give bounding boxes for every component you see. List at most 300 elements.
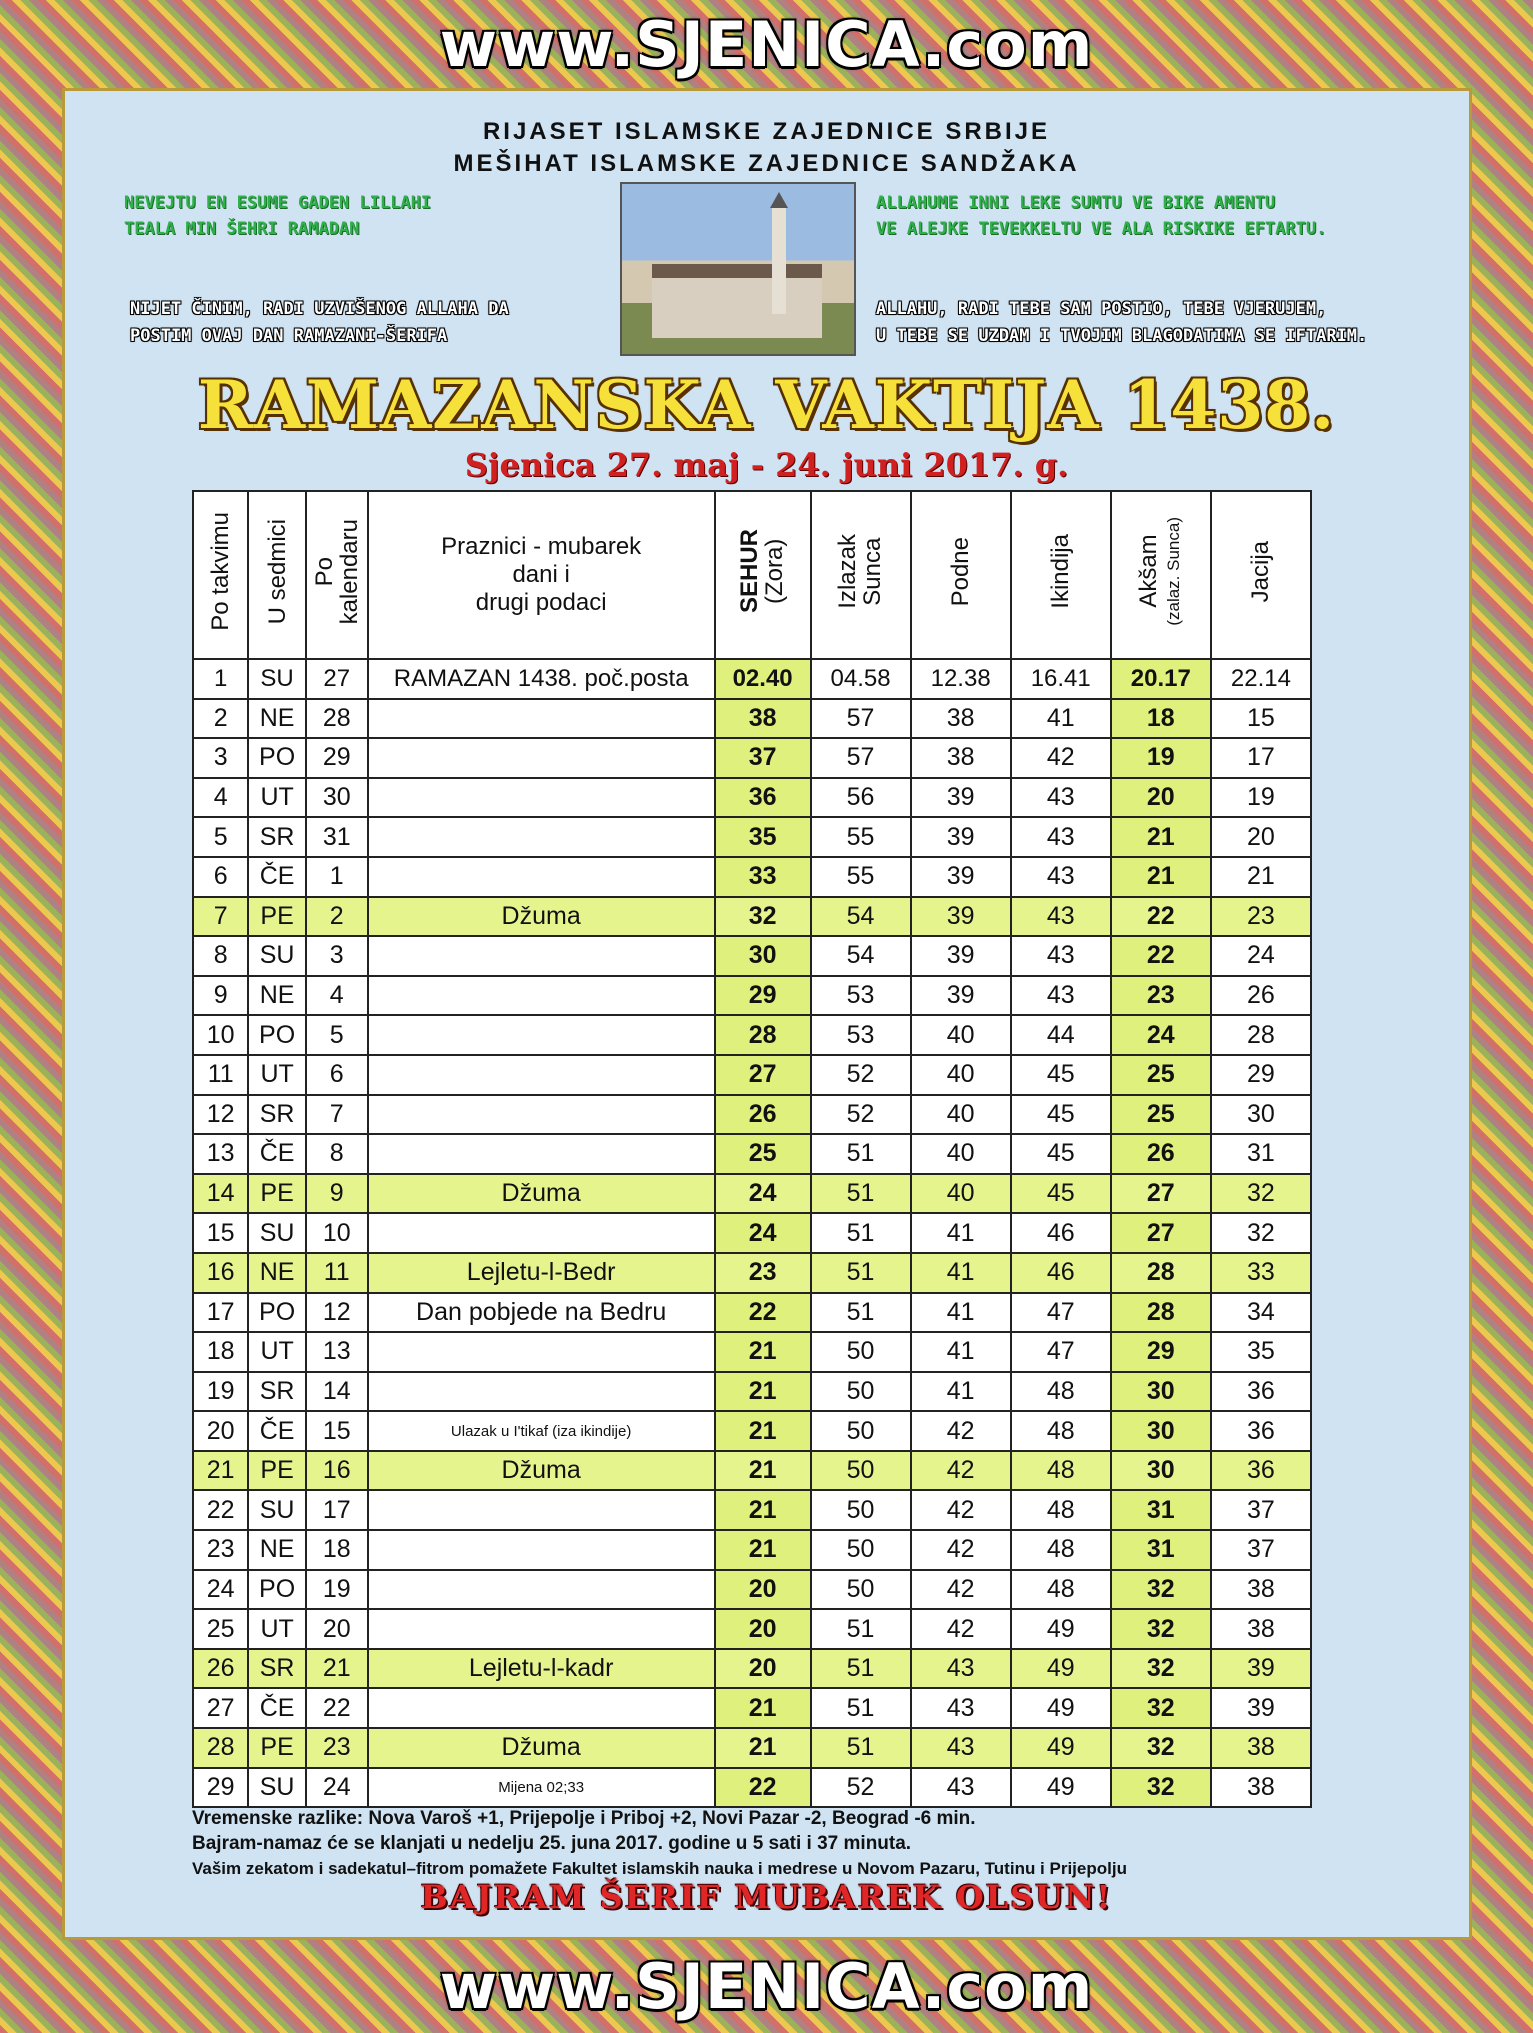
podne-time: 39 — [911, 817, 1011, 857]
day-number: 10 — [193, 1015, 248, 1055]
weekday: PE — [248, 1728, 305, 1768]
sehur-time: 38 — [715, 699, 811, 739]
calendar-day: 8 — [306, 1134, 368, 1174]
weekday: PE — [248, 897, 305, 937]
page-subtitle: Sjenica 27. maj - 24. juni 2017. g. — [464, 446, 1069, 484]
holiday-note: Ulazak u I'tikaf (iza ikindije) — [368, 1411, 715, 1451]
sehur-time: 20 — [715, 1609, 811, 1649]
sehur-time: 23 — [715, 1253, 811, 1293]
aksam-time: 31 — [1111, 1530, 1211, 1570]
holiday-note — [368, 699, 715, 739]
calendar-day: 2 — [306, 897, 368, 937]
aksam-time: 24 — [1111, 1015, 1211, 1055]
weekday: SU — [248, 936, 305, 976]
aksam-time: 22 — [1111, 897, 1211, 937]
day-number: 21 — [193, 1451, 248, 1491]
day-number: 29 — [193, 1768, 248, 1808]
jacija-time: 20 — [1211, 817, 1311, 857]
holiday-note — [368, 1055, 715, 1095]
calendar-day: 18 — [306, 1530, 368, 1570]
weekday: ČE — [248, 1688, 305, 1728]
aksam-time: 27 — [1111, 1213, 1211, 1253]
col-u-sedmici — [248, 491, 305, 659]
sehur-time: 27 — [715, 1055, 811, 1095]
podne-time: 39 — [911, 857, 1011, 897]
podne-time: 43 — [911, 1768, 1011, 1808]
ikindija-time: 43 — [1011, 857, 1111, 897]
jacija-time: 36 — [1211, 1451, 1311, 1491]
col-label: Jacija — [1247, 540, 1275, 603]
holiday-note: Lejletu-l-kadr — [368, 1649, 715, 1689]
col-aksam — [1111, 491, 1211, 659]
calendar-day: 14 — [306, 1372, 368, 1412]
day-number: 20 — [193, 1411, 248, 1451]
holiday-note: Lejletu-l-Bedr — [368, 1253, 715, 1293]
sunrise-time: 54 — [811, 897, 911, 937]
sehur-time: 24 — [715, 1213, 811, 1253]
table-body — [193, 659, 1311, 1807]
day-number: 24 — [193, 1570, 248, 1610]
sunrise-time: 55 — [811, 857, 911, 897]
aksam-time: 32 — [1111, 1688, 1211, 1728]
jacija-time: 15 — [1211, 699, 1311, 739]
weekday: PO — [248, 1293, 305, 1333]
table-row — [193, 1055, 1311, 1095]
col-praznici — [368, 491, 715, 659]
calendar-day: 9 — [306, 1174, 368, 1214]
col-label: Akšam (zalaz. Sunca) — [1134, 517, 1183, 626]
col-label: Po takvimu — [207, 512, 235, 631]
day-number: 8 — [193, 936, 248, 976]
jacija-time: 29 — [1211, 1055, 1311, 1095]
table-row — [193, 699, 1311, 739]
sehur-time: 21 — [715, 1372, 811, 1412]
aksam-time: 20.17 — [1111, 659, 1211, 699]
podne-time: 12.38 — [911, 659, 1011, 699]
table-row — [193, 1015, 1311, 1055]
sunrise-time: 51 — [811, 1134, 911, 1174]
calendar-day: 20 — [306, 1609, 368, 1649]
table-row — [193, 1451, 1311, 1491]
col-label: Praznici - mubarek — [441, 533, 642, 560]
day-number: 12 — [193, 1095, 248, 1135]
ikindija-time: 43 — [1011, 936, 1111, 976]
holiday-note — [368, 817, 715, 857]
dua-right-line: ALLAHUME INNI LEKE SUMTU VE BIKE AMENTU — [876, 193, 1276, 213]
podne-time: 41 — [911, 1253, 1011, 1293]
weekday: UT — [248, 1332, 305, 1372]
footer-notes — [192, 1806, 1332, 1881]
day-number: 17 — [193, 1293, 248, 1333]
aksam-time: 30 — [1111, 1451, 1211, 1491]
holiday-note — [368, 857, 715, 897]
ikindija-time: 48 — [1011, 1530, 1111, 1570]
sunrise-time: 51 — [811, 1728, 911, 1768]
calendar-day: 10 — [306, 1213, 368, 1253]
minaret-top — [770, 192, 788, 208]
table-row — [193, 897, 1311, 937]
aksam-time: 32 — [1111, 1609, 1211, 1649]
calendar-day: 15 — [306, 1411, 368, 1451]
podne-time: 39 — [911, 936, 1011, 976]
jacija-time: 38 — [1211, 1768, 1311, 1808]
sehur-time: 33 — [715, 857, 811, 897]
weekday: PO — [248, 738, 305, 778]
day-number: 19 — [193, 1372, 248, 1412]
holiday-note — [368, 1015, 715, 1055]
bajram-greeting: BAJRAM ŠERIF MUBAREK OLSUN! — [420, 1878, 1113, 1916]
weekday: NE — [248, 1253, 305, 1293]
sehur-time: 29 — [715, 976, 811, 1016]
page-title: RAMAZANSKA VAKTIJA 1438. — [197, 366, 1336, 444]
podne-time: 41 — [911, 1293, 1011, 1333]
jacija-time: 32 — [1211, 1174, 1311, 1214]
sunrise-time: 51 — [811, 1609, 911, 1649]
weekday: SU — [248, 659, 305, 699]
ikindija-time: 48 — [1011, 1490, 1111, 1530]
sehur-time: 02.40 — [715, 659, 811, 699]
podne-time: 40 — [911, 1134, 1011, 1174]
day-number: 2 — [193, 699, 248, 739]
holiday-note: Mijena 02;33 — [368, 1768, 715, 1808]
day-number: 26 — [193, 1649, 248, 1689]
jacija-time: 38 — [1211, 1609, 1311, 1649]
calendar-day: 29 — [306, 738, 368, 778]
podne-time: 42 — [911, 1490, 1011, 1530]
col-sehur — [715, 491, 811, 659]
jacija-time: 38 — [1211, 1570, 1311, 1610]
jacija-time: 17 — [1211, 738, 1311, 778]
sehur-time: 37 — [715, 738, 811, 778]
podne-time: 43 — [911, 1688, 1011, 1728]
sunrise-time: 57 — [811, 699, 911, 739]
jacija-time: 33 — [1211, 1253, 1311, 1293]
weekday: SR — [248, 1649, 305, 1689]
dua-left-line: TEALA MIN ŠEHRI RAMADAN — [124, 219, 360, 239]
table-row — [193, 1570, 1311, 1610]
ikindija-time: 42 — [1011, 738, 1111, 778]
table-row — [193, 1095, 1311, 1135]
holiday-note — [368, 1095, 715, 1135]
jacija-time: 26 — [1211, 976, 1311, 1016]
sunrise-time: 51 — [811, 1649, 911, 1689]
holiday-note — [368, 1530, 715, 1570]
ikindija-time: 45 — [1011, 1134, 1111, 1174]
sehur-time: 21 — [715, 1530, 811, 1570]
day-number: 16 — [193, 1253, 248, 1293]
table-row — [193, 1332, 1311, 1372]
sehur-time: 20 — [715, 1649, 811, 1689]
sunrise-time: 51 — [811, 1213, 911, 1253]
col-label: SEHUR (Zora) — [736, 529, 789, 614]
sunrise-time: 50 — [811, 1530, 911, 1570]
calendar-day: 21 — [306, 1649, 368, 1689]
ikindija-time: 49 — [1011, 1649, 1111, 1689]
aksam-time: 21 — [1111, 857, 1211, 897]
aksam-time: 32 — [1111, 1768, 1211, 1808]
weekday: ČE — [248, 1134, 305, 1174]
sehur-time: 25 — [715, 1134, 811, 1174]
day-number: 13 — [193, 1134, 248, 1174]
weekday: UT — [248, 1609, 305, 1649]
weekday: NE — [248, 699, 305, 739]
note-bajram-namaz: Bajram-namaz će se klanjati u nedelju 25. juna 2017. godine u 5 sati i 37 minuta. — [192, 1833, 912, 1854]
sehur-time: 22 — [715, 1293, 811, 1333]
holiday-note — [368, 1213, 715, 1253]
calendar-day: 31 — [306, 817, 368, 857]
jacija-time: 30 — [1211, 1095, 1311, 1135]
aksam-time: 27 — [1111, 1174, 1211, 1214]
calendar-day: 5 — [306, 1015, 368, 1055]
podne-time: 41 — [911, 1213, 1011, 1253]
holiday-note: Džuma — [368, 1174, 715, 1214]
day-number: 6 — [193, 857, 248, 897]
minaret — [772, 204, 786, 314]
table-row — [193, 1253, 1311, 1293]
col-po-kalendaru — [306, 491, 368, 659]
day-number: 15 — [193, 1213, 248, 1253]
calendar-day: 17 — [306, 1490, 368, 1530]
ikindija-time: 48 — [1011, 1372, 1111, 1412]
sehur-time: 28 — [715, 1015, 811, 1055]
ikindija-time: 46 — [1011, 1213, 1111, 1253]
weekday: PE — [248, 1174, 305, 1214]
day-number: 18 — [193, 1332, 248, 1372]
note-time-differences: Vremenske razlike: Nova Varoš +1, Prijepolje i Priboj +2, Novi Pazar -2, Beograd -6 min. — [192, 1808, 976, 1829]
sunrise-time: 51 — [811, 1253, 911, 1293]
podne-time: 39 — [911, 778, 1011, 818]
sehur-time: 22 — [715, 1768, 811, 1808]
weekday: NE — [248, 1530, 305, 1570]
calendar-day: 22 — [306, 1688, 368, 1728]
day-number: 3 — [193, 738, 248, 778]
holiday-note — [368, 1570, 715, 1610]
sunrise-time: 04.58 — [811, 659, 911, 699]
podne-time: 38 — [911, 699, 1011, 739]
table-row — [193, 1134, 1311, 1174]
podne-time: 42 — [911, 1451, 1011, 1491]
sunrise-time: 50 — [811, 1332, 911, 1372]
sunrise-time: 52 — [811, 1095, 911, 1135]
table-row — [193, 1490, 1311, 1530]
ikindija-time: 43 — [1011, 897, 1111, 937]
holiday-note — [368, 1332, 715, 1372]
vaktija-table — [192, 490, 1312, 1808]
ikindija-time: 43 — [1011, 778, 1111, 818]
niyet-right — [876, 296, 1367, 350]
holiday-note: Dan pobjede na Bedru — [368, 1293, 715, 1333]
site-title-top: www.SJENICA.com — [439, 8, 1094, 81]
ikindija-time: 43 — [1011, 817, 1111, 857]
sehur-time: 21 — [715, 1490, 811, 1530]
table-row — [193, 1372, 1311, 1412]
sehur-time: 32 — [715, 897, 811, 937]
ikindija-time: 48 — [1011, 1411, 1111, 1451]
sehur-time: 21 — [715, 1332, 811, 1372]
aksam-time: 22 — [1111, 936, 1211, 976]
aksam-time: 29 — [1111, 1332, 1211, 1372]
jacija-time: 35 — [1211, 1332, 1311, 1372]
ikindija-time: 49 — [1011, 1609, 1111, 1649]
weekday: SR — [248, 1372, 305, 1412]
weekday: PO — [248, 1570, 305, 1610]
sunrise-time: 55 — [811, 817, 911, 857]
calendar-day: 27 — [306, 659, 368, 699]
calendar-day: 3 — [306, 936, 368, 976]
weekday: ČE — [248, 1411, 305, 1451]
col-jacija — [1211, 491, 1311, 659]
holiday-note — [368, 1490, 715, 1530]
sunrise-time: 50 — [811, 1570, 911, 1610]
ikindija-time: 48 — [1011, 1570, 1111, 1610]
col-label: Podne — [947, 536, 975, 607]
weekday: SR — [248, 817, 305, 857]
sunrise-time: 57 — [811, 738, 911, 778]
ikindija-time: 47 — [1011, 1293, 1111, 1333]
podne-time: 43 — [911, 1728, 1011, 1768]
podne-time: 40 — [911, 1095, 1011, 1135]
holiday-note — [368, 976, 715, 1016]
aksam-time: 32 — [1111, 1570, 1211, 1610]
jacija-time: 37 — [1211, 1490, 1311, 1530]
jacija-time: 28 — [1211, 1015, 1311, 1055]
ikindija-time: 41 — [1011, 699, 1111, 739]
ikindija-time: 44 — [1011, 1015, 1111, 1055]
col-izlazak — [811, 491, 911, 659]
aksam-time: 28 — [1111, 1253, 1211, 1293]
aksam-time: 28 — [1111, 1293, 1211, 1333]
ikindija-time: 47 — [1011, 1332, 1111, 1372]
holiday-note: Džuma — [368, 1451, 715, 1491]
weekday: SU — [248, 1490, 305, 1530]
sunrise-time: 52 — [811, 1055, 911, 1095]
day-number: 23 — [193, 1530, 248, 1570]
sehur-time: 20 — [715, 1570, 811, 1610]
table-row — [193, 976, 1311, 1016]
weekday: UT — [248, 778, 305, 818]
org-line-1: RIJASET ISLAMSKE ZAJEDNICE SRBIJE — [482, 118, 1051, 145]
holiday-note — [368, 1609, 715, 1649]
aksam-time: 31 — [1111, 1490, 1211, 1530]
table-row — [193, 1728, 1311, 1768]
jacija-time: 34 — [1211, 1293, 1311, 1333]
mosque-building — [652, 264, 822, 338]
col-label: Izlazak Sunca — [834, 534, 887, 609]
sunrise-time: 56 — [811, 778, 911, 818]
dua-right — [876, 190, 1326, 242]
aksam-time: 21 — [1111, 817, 1211, 857]
table-row — [193, 1688, 1311, 1728]
col-label: drugi podaci — [475, 589, 607, 616]
calendar-day: 30 — [306, 778, 368, 818]
sunrise-time: 51 — [811, 1688, 911, 1728]
sehur-time: 36 — [715, 778, 811, 818]
org-line-2: MEŠIHAT ISLAMSKE ZAJEDNICE SANDŽAKA — [453, 150, 1080, 177]
podne-time: 39 — [911, 897, 1011, 937]
podne-time: 42 — [911, 1570, 1011, 1610]
col-label: U sedmici — [263, 518, 291, 625]
calendar-day: 16 — [306, 1451, 368, 1491]
table-row — [193, 857, 1311, 897]
day-number: 11 — [193, 1055, 248, 1095]
podne-time: 38 — [911, 738, 1011, 778]
podne-time: 41 — [911, 1332, 1011, 1372]
day-number: 4 — [193, 778, 248, 818]
weekday: NE — [248, 976, 305, 1016]
sehur-time: 21 — [715, 1411, 811, 1451]
aksam-time: 30 — [1111, 1372, 1211, 1412]
ikindija-time: 49 — [1011, 1768, 1111, 1808]
col-podne — [911, 491, 1011, 659]
calendar-day: 24 — [306, 1768, 368, 1808]
day-number: 27 — [193, 1688, 248, 1728]
weekday: SU — [248, 1213, 305, 1253]
ikindija-time: 49 — [1011, 1728, 1111, 1768]
table-row — [193, 1649, 1311, 1689]
podne-time: 40 — [911, 1174, 1011, 1214]
ikindija-time: 45 — [1011, 1174, 1111, 1214]
podne-time: 42 — [911, 1411, 1011, 1451]
calendar-day: 4 — [306, 976, 368, 1016]
weekday: SR — [248, 1095, 305, 1135]
aksam-time: 30 — [1111, 1411, 1211, 1451]
col-label: dani i — [512, 561, 570, 588]
niyet-left-line: NIJET ČINIM, RADI UZVIŠENOG ALLAHA DA — [130, 299, 509, 319]
table-row — [193, 936, 1311, 976]
jacija-time: 38 — [1211, 1728, 1311, 1768]
weekday: PE — [248, 1451, 305, 1491]
calendar-day: 23 — [306, 1728, 368, 1768]
col-po-takvimu — [193, 491, 248, 659]
aksam-time: 32 — [1111, 1728, 1211, 1768]
aksam-time: 25 — [1111, 1095, 1211, 1135]
calendar-day: 13 — [306, 1332, 368, 1372]
weekday: PO — [248, 1015, 305, 1055]
aksam-time: 26 — [1111, 1134, 1211, 1174]
jacija-time: 32 — [1211, 1213, 1311, 1253]
sunrise-time: 52 — [811, 1768, 911, 1808]
col-label: Po kalendaru — [310, 518, 363, 625]
podne-time: 41 — [911, 1372, 1011, 1412]
holiday-note: Džuma — [368, 897, 715, 937]
jacija-time: 31 — [1211, 1134, 1311, 1174]
day-number: 1 — [193, 659, 248, 699]
table-row — [193, 1768, 1311, 1808]
table-row — [193, 1293, 1311, 1333]
sehur-time: 21 — [715, 1688, 811, 1728]
note-zekat: Vašim zekatom i sadekatul–fitrom pomažete Fakultet islamskih nauka i medrese u Novom Pazaru, Tutinu i Prijepolju — [192, 1859, 1127, 1878]
day-number: 7 — [193, 897, 248, 937]
table-row — [193, 1609, 1311, 1649]
day-number: 22 — [193, 1490, 248, 1530]
holiday-note — [368, 778, 715, 818]
aksam-time: 20 — [1111, 778, 1211, 818]
table-row — [193, 1213, 1311, 1253]
sunrise-time: 50 — [811, 1372, 911, 1412]
ikindija-time: 16.41 — [1011, 659, 1111, 699]
table-header-row — [193, 491, 1311, 659]
table-row — [193, 1411, 1311, 1451]
dua-left — [124, 190, 431, 242]
sehur-time: 24 — [715, 1174, 811, 1214]
niyet-right-line: ALLAHU, RADI TEBE SAM POSTIO, TEBE VJERUJEM, — [876, 299, 1327, 319]
holiday-note: Džuma — [368, 1728, 715, 1768]
day-number: 5 — [193, 817, 248, 857]
jacija-time: 39 — [1211, 1688, 1311, 1728]
dua-left-line: NEVEJTU EN ESUME GADEN LILLAHI — [124, 193, 432, 213]
sunrise-time: 50 — [811, 1411, 911, 1451]
calendar-day: 1 — [306, 857, 368, 897]
